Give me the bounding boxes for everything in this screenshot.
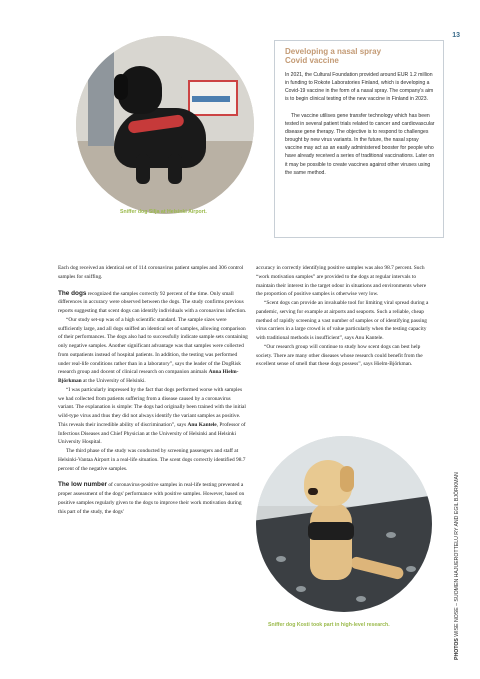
paragraph: The dogs recognized the samples correctly 92 percent of the time. Only small differences in accuracy were observed between the dogs. The study confirms previous reports suggesting that scent dogs can identify individuals with a coronavirus infection. [58, 289, 247, 314]
box-paragraph: The vaccine utilises gene transfer technology which has been tested in several patient trials related to cancer and cardiovascular disease gene therapy. The objective is to respond to challenges brought by new virus variants. In the future, the nasal spray vaccine may act as an easily administered booster for people who have already received a series of traditional vaccinations. Later on it may be possible to create vaccines against other viruses using the same method. [285, 113, 435, 176]
paragraph: “I was particularly impressed by the fact that dogs performed worse with samples we had collected from patients suffering from a disease caused by a coronavirus variant. The explanation is simple: The dogs had originally been trained with the initial wild-type virus and thus they did not always identify the variant samples as positive. This reveals their incredible ability of discrimination”, says Anu Kantele, Professor of Infectious Diseases and Chief Physician at the University of Helsinki and Helsinki University Hospital. [58, 386, 246, 446]
paragraph: “Our study set-up was of a high scientific standard. The sample sizes were sufficiently large, and all dogs sniffed an identical set of samples, allowing comparison of their performances. The dogs also had to successfully indicate sample sets containing only negative samples. Another significant advantage was that samples were collected from outpatients instead of hospital patients. In addition, the testing was performed under real-life conditions rather than in a laboratory”, says the leader of the DogRisk research group and docent of clinical research on companion animals Anna Hielm-Björkman at the University of Helsinki. [58, 316, 248, 384]
paragraph: “Our research group will continue to study how scent dogs can best help society. There are many other diseases whose research could benefit from the excellent sense of smell that these dogs possess”, says Hielm-Björkman. [256, 343, 423, 368]
photo-credit: PHOTOS WISE NOSE – SUOMEN HAJUEROTTELU RY AND EGIL BJÖRKMAN [454, 472, 460, 660]
photo-caption: Sniffer dog Silja at Helsinki Airport. [120, 209, 207, 215]
dog-photo-kosti [256, 436, 432, 612]
left-column [58, 264, 248, 516]
paragraph: Each dog received an identical set of 114 coronavirus patient samples and 306 control samples for sniffing. [58, 265, 244, 280]
paragraph: accuracy in correctly identifying positive samples was also 98.7 percent. Such “work motivation samples” are provided to the dogs at regular intervals to maintain their interest in the target odour in situations and environments where the proportion of positive samples is otherwise very low. [256, 265, 427, 298]
paragraph: “Scent dogs can provide an invaluable tool for limiting viral spread during a pandemic, serving for example at airports and seaports. Such a reliable, cheap method of rapidly screening a vast number of samples or of identifying passing virus carriers in a large crowd is of value particularly when the testing capacity with traditional methods is insufficient”, says Anu Kantele. [256, 300, 429, 341]
page-number: 13 [452, 32, 460, 39]
paragraph: The low number of coronavirus-positive samples in real-life testing prevented a proper assessment of the dogs' performance with positive samples. However, based on positive samples regularly given to the dogs to improve their work motivation during this part of the study, the dogs' [58, 481, 245, 515]
box-title: Developing a nasal spray Covid vaccine [285, 47, 382, 65]
photo-caption: Sniffer dog Kosti took part in high-level research. [268, 622, 390, 628]
dog-photo-silja [76, 36, 254, 214]
sidebar-box [274, 40, 444, 238]
right-column [256, 264, 434, 369]
paragraph: The third phase of the study was conducted by screening passengers and staff at Helsinki-Vantaa Airport in a real-life situation. The scent dogs correctly identified 98.7 percent of the negative samples. [58, 448, 246, 472]
box-paragraph: In 2021, the Cultural Foundation provided around EUR 1.2 million in funding to Rokote Laboratories Finland, which is developing a Covid-19 vaccine in the form of a nasal spray. The company's aim is to begin clinical testing of the new vaccine in Finland in 2023. [285, 72, 434, 103]
